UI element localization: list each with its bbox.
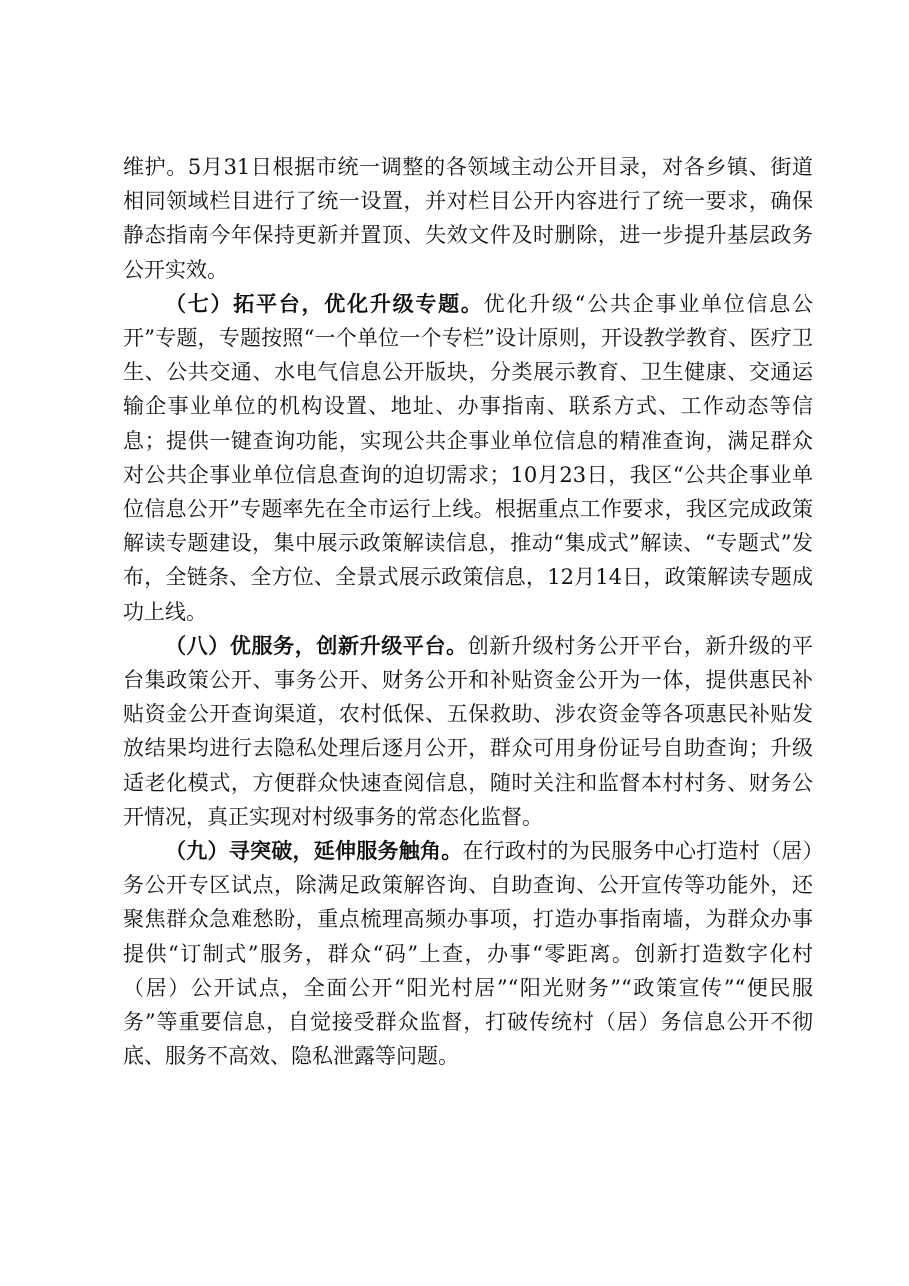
section-heading: （八）优服务，创新升级平台。 bbox=[165, 632, 468, 658]
section-heading: （七）拓平台，优化升级专题。 bbox=[165, 290, 484, 316]
paragraph-section-7 bbox=[123, 287, 813, 629]
paragraph-body: 优化升级“公共企事业单位信息公开”专题，专题按照“一个单位一个专栏”设计原则，开设教学教育、医疗卫生、公共交通、水电气信息公开版块，分类展示教育、卫生健康、交通运输企事业单位的机构设置、地址、办事指南、联系方式、工作动态等信息；提供一键查询功能，实现公共企事业单位信息的精准查询，满足群众对公共企事业单位信息查询的迫切需求；10月23日，我区“公共企事业单位信息公开”专题率先在全市运行上线。根据重点工作要求，我区完成政策解读专题建设，集中展示政策解读信息，推动“集成式”解读、“专题式”发布，全链条、全方位、全景式展示政策信息，12月14日，政策解读专题成功上线。 bbox=[123, 291, 813, 624]
paragraph-section-9 bbox=[123, 834, 813, 1073]
paragraph-body: 创新升级村务公开平台，新升级的平台集政策公开、事务公开、财务公开和补贴资金公开为一体，提供惠民补贴资金公开查询渠道，农村低保、五保救助、涉农资金等各项惠民补贴发放结果均进行去隐私处理后逐月公开，群众可用身份证号自助查询；升级适老化模式，方便群众快速查阅信息，随时关注和监督本村村务、财务公开情况，真正实现对村级事务的常态化监督。 bbox=[123, 633, 814, 829]
paragraph-section-8 bbox=[123, 629, 813, 834]
document-body bbox=[123, 150, 813, 1073]
section-heading: （九）寻突破，延伸服务触角。 bbox=[165, 838, 463, 864]
paragraph-body: 维护。5月31日根据市统一调整的各领域主动公开目录，对各乡镇、街道相同领域栏目进行了统一设置，并对栏目公开内容进行了统一要求，确保静态指南今年保持更新并置顶、失效文件及时删除，进一步提升基层政务公开实效。 bbox=[123, 155, 813, 282]
paragraph-continuation bbox=[123, 150, 813, 287]
paragraph-body: 在行政村的为民服务中心打造村（居）务公开专区试点，除满足政策解咨询、自助查询、公开宣传等功能外，还聚焦群众急难愁盼，重点梳理高频办事项，打造办事指南墙，为群众办事提供“订制式”服务，群众“码”上查，办事“零距离。创新打造数字化村（居）公开试点，全面公开“阳光村居”“阳光财务”“政策宣传”“便民服务”等重要信息，自觉接受群众监督，打破传统村（居）务信息公开不彻底、服务不高效、隐私泄露等问题。 bbox=[123, 839, 813, 1069]
